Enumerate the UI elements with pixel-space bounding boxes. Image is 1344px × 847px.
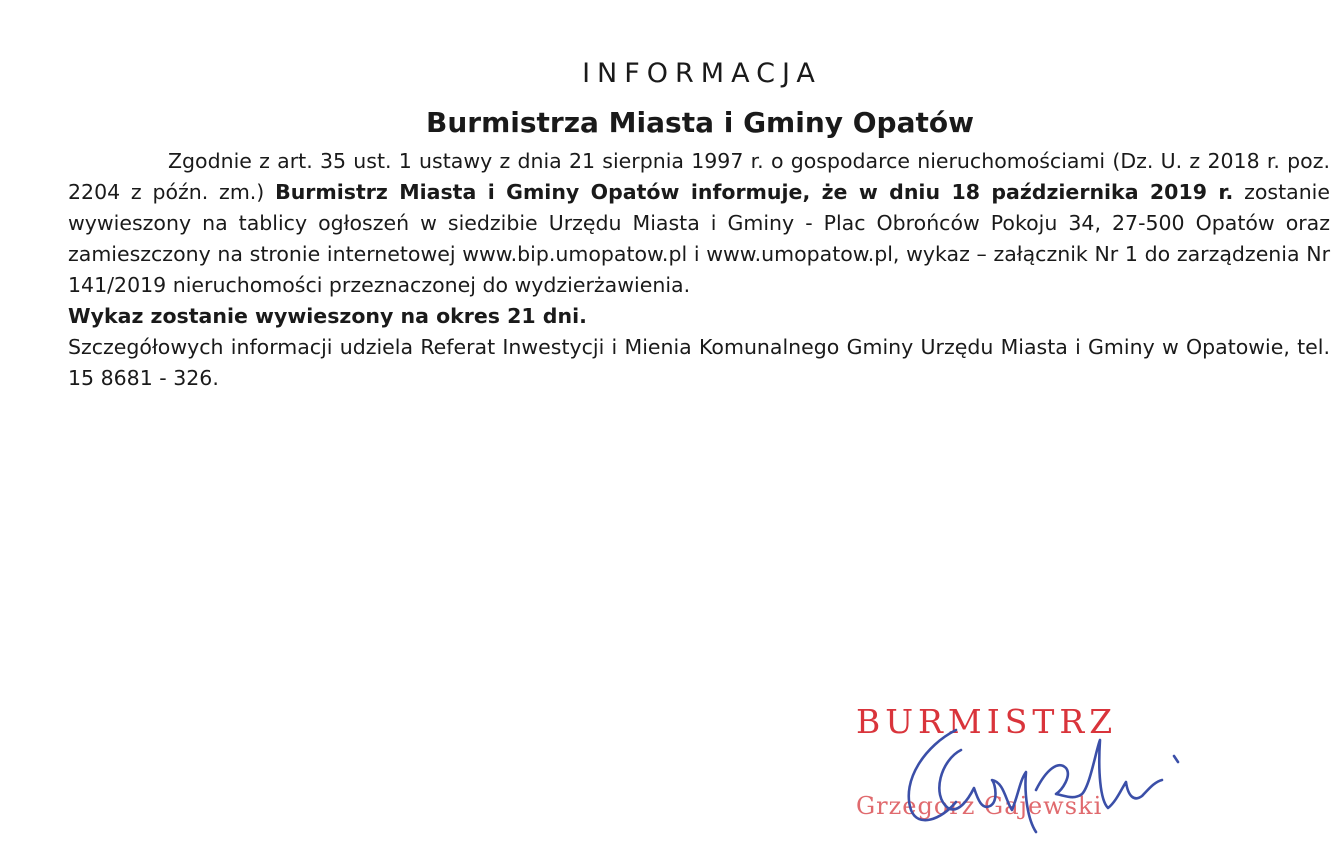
document-subtitle: Burmistrza Miasta i Gminy Opatów (426, 106, 974, 139)
main-paragraph-announcement: Burmistrz Miasta i Gminy Opatów informuje, że w dniu 18 października 2019 r. (275, 180, 1234, 204)
handwritten-signature (886, 710, 1186, 840)
document-title: INFORMACJA (582, 58, 822, 89)
contact-paragraph: Szczegółowych informacji udziela Referat Inwestycji i Mienia Komunalnego Gminy Urzędu Miasta i Gminy w Opatowie, tel. 15 8681 - 326. (68, 335, 1330, 390)
document-body (68, 146, 1330, 394)
main-paragraph-intro: Zgodnie z art. 35 ust. 1 ustawy z dnia 21 sierpnia 1997 r. o gospodarce nieruchomościami (Dz. U. z 2018 r. poz. 2204 z późn. zm.) (68, 149, 1330, 204)
posting-period-paragraph: Wykaz zostanie wywieszony na okres 21 dni. (68, 304, 587, 328)
main-paragraph (68, 146, 1330, 301)
official-stamp (856, 702, 1176, 842)
stamp-title: BURMISTRZ (856, 702, 1118, 741)
stamp-name: Grzegorz Gajewski (856, 792, 1103, 820)
main-paragraph-details: zostanie wywieszony na tablicy ogłoszeń w siedzibie Urzędu Miasta i Gminy - Plac Obrońców Pokoju 34, 27-500 Opatów oraz zamieszczony na stronie internetowej www.bip.umopatow.pl i www.umopatow.pl, wykaz – załącznik Nr 1 do zarządzenia Nr 141/2019 nieruchomości przeznaczonej do wydzierżawienia. (68, 180, 1330, 297)
